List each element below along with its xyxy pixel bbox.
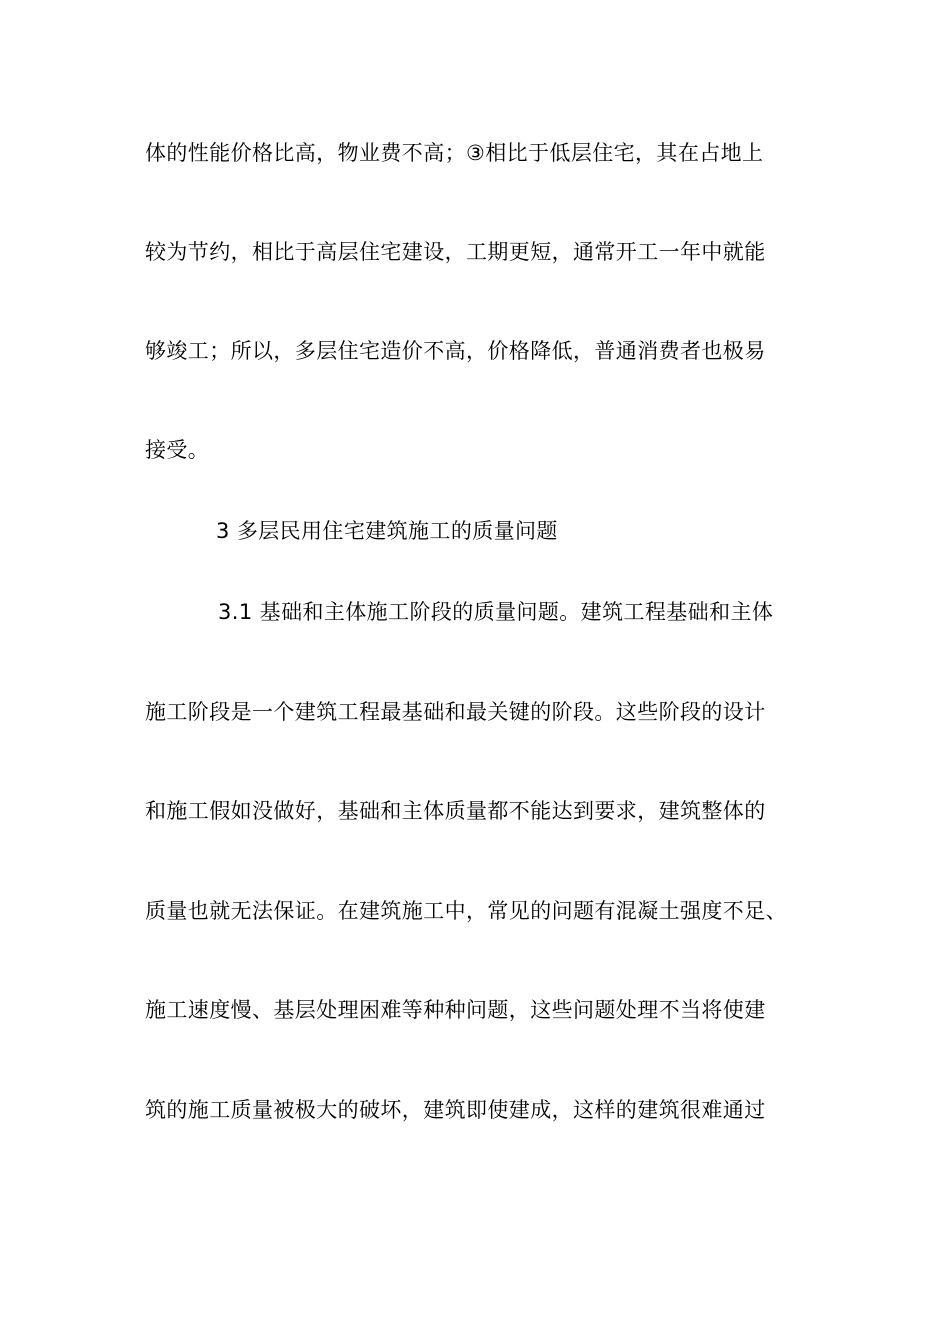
section-heading: 3 多层民用住宅建筑施工的质量问题 [216,519,558,543]
paragraph-line: 施工速度慢、基层处理困难等种种问题，这些问题处理不当将使建 [145,998,766,1022]
paragraph-line: 施工阶段是一个建筑工程最基础和最关键的阶段。这些阶段的设计 [145,700,766,724]
paragraph-line: 接受。 [145,438,210,462]
paragraph-line: 质量也就无法保证。在建筑施工中，常见的问题有混凝土强度不足、 [145,899,787,923]
paragraph-line: 体的性能价格比高，物业费不高；③相比于低层住宅，其在占地上 [145,141,764,165]
paragraph-line: 和施工假如没做好，基础和主体质量都不能达到要求，建筑整体的 [145,799,766,823]
subsection-paragraph-line: 3.1 基础和主体施工阶段的质量问题。建筑工程基础和主体 [218,600,774,624]
paragraph-line: 筑的施工质量被极大的破坏，建筑即使建成，这样的建筑很难通过 [145,1098,766,1122]
paragraph-line: 够竣工；所以，多层住宅造价不高，价格降低，普通消费者也极易 [145,339,766,363]
paragraph-line: 较为节约，相比于高层住宅建设，工期更短，通常开工一年中就能 [145,240,766,264]
